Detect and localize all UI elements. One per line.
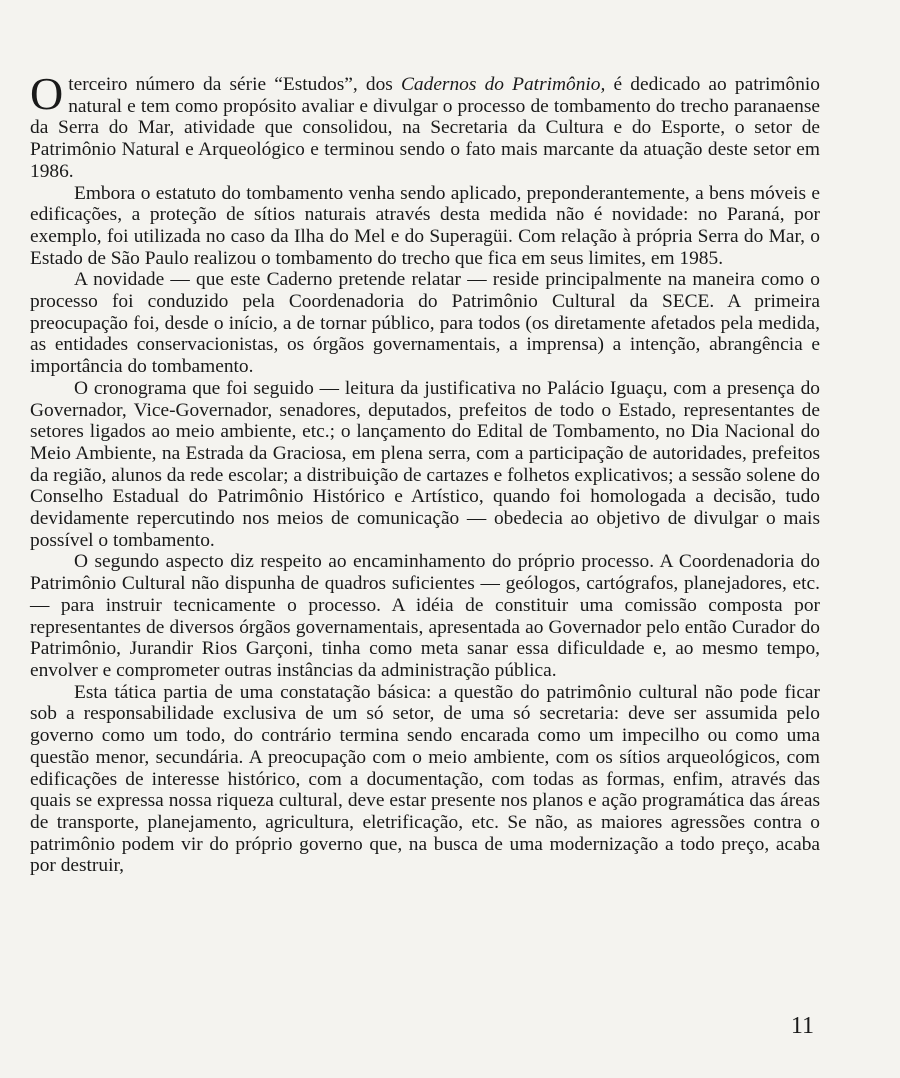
publication-title: Cadernos do Patrimônio, [401,74,606,95]
paragraph-1-text-end: é dedicado ao patrimônio natural e tem como propósito avaliar e divulgar o processo de tombamento do trecho paranaense da Serra do Mar, atividade que consolidou, na Secretaria da Cultura e do Esporte, o setor de Patrimônio Natural e Arqueológico e terminou sendo o fato mais marcante da atuação deste setor em 1986. [30,74,820,182]
drop-cap: O [30,68,64,119]
paragraph-1 [30,68,820,183]
paragraph-5: O segundo aspecto diz respeito ao encaminhamento do próprio processo. A Coordenadoria do Patrimônio Cultural não dispunha de quadros suficientes — geólogos, cartógrafos, planejadores, etc. — para instruir tecnicamente o processo. A idéia de constituir uma comissão composta por representantes de diversos órgãos governamentais, apresentada ao Governador pelo então Curador do Patrimônio, Jurandir Rios Garçoni, tinha como meta sanar essa dificuldade e, ao mesmo tempo, envolver e comprometer outras instâncias da administração pública. [30,551,820,681]
paragraph-1-text-start: terceiro número da série “Estudos”, dos [68,74,401,95]
paragraph-2: Embora o estatuto do tombamento venha sendo aplicado, preponderantemente, a bens móveis e edificações, a proteção de sítios naturais através desta medida não é novidade: no Paraná, por exemplo, foi utilizada no caso da Ilha do Mel e do Superagüi. Com relação à própria Serra do Mar, o Estado de São Paulo realizou o tombamento do trecho que fica em seus limites, em 1985. [30,182,820,269]
page-number: 11 [790,1013,814,1039]
paragraph-3: A novidade — que este Caderno pretende relatar — reside principalmente na maneira como o processo foi conduzido pela Coordenadoria do Patrimônio Cultural da SECE. A primeira preocupação foi, desde o início, a de tornar público, para todos (os diretamente afetados pela medida, as entidades conservacionistas, os órgãos governamentais, a imprensa) a intenção, abrangência e importância do tombamento. [30,269,820,378]
paragraph-6: Esta tática partia de uma constatação básica: a questão do patrimônio cultural não pode ficar sob a responsabilidade exclusiva de um só setor, de uma só secretaria: deve ser assumida pelo governo como um todo, do contrário termina sendo encarada como um impecilho ou como uma questão menor, secundária. A preocupação com o meio ambiente, com os sítios arqueológicos, com edificações de interesse histórico, com a documentação, com todas as formas, enfim, através das quais se expressa nossa riqueza cultural, deve estar presente nos planos e ação programática das áreas de transporte, planejamento, agricultura, eletrificação, etc. Se não, as maiores agressões contra o patrimônio podem vir do próprio governo que, na busca de uma modernização a todo preço, acaba por destruir, [30,681,820,877]
page-text [30,68,820,877]
paragraph-4: O cronograma que foi seguido — leitura da justificativa no Palácio Iguaçu, com a presença do Governador, Vice-Governador, senadores, deputados, prefeitos de todo o Estado, representantes de setores ligados ao meio ambiente, etc.; o lançamento do Edital de Tombamento, no Dia Nacional do Meio Ambiente, na Estrada da Graciosa, em plena serra, com a participação de autoridades, prefeitos da região, alunos da rede escolar; a distribuição de cartazes e folhetos explicativos; a sessão solene do Conselho Estadual do Patrimônio Histórico e Artístico, quando foi homologada a decisão, tudo devidamente repercutindo nos meios de comunicação — obedecia ao objetivo de divulgar o mais possível o tombamento. [30,377,820,551]
